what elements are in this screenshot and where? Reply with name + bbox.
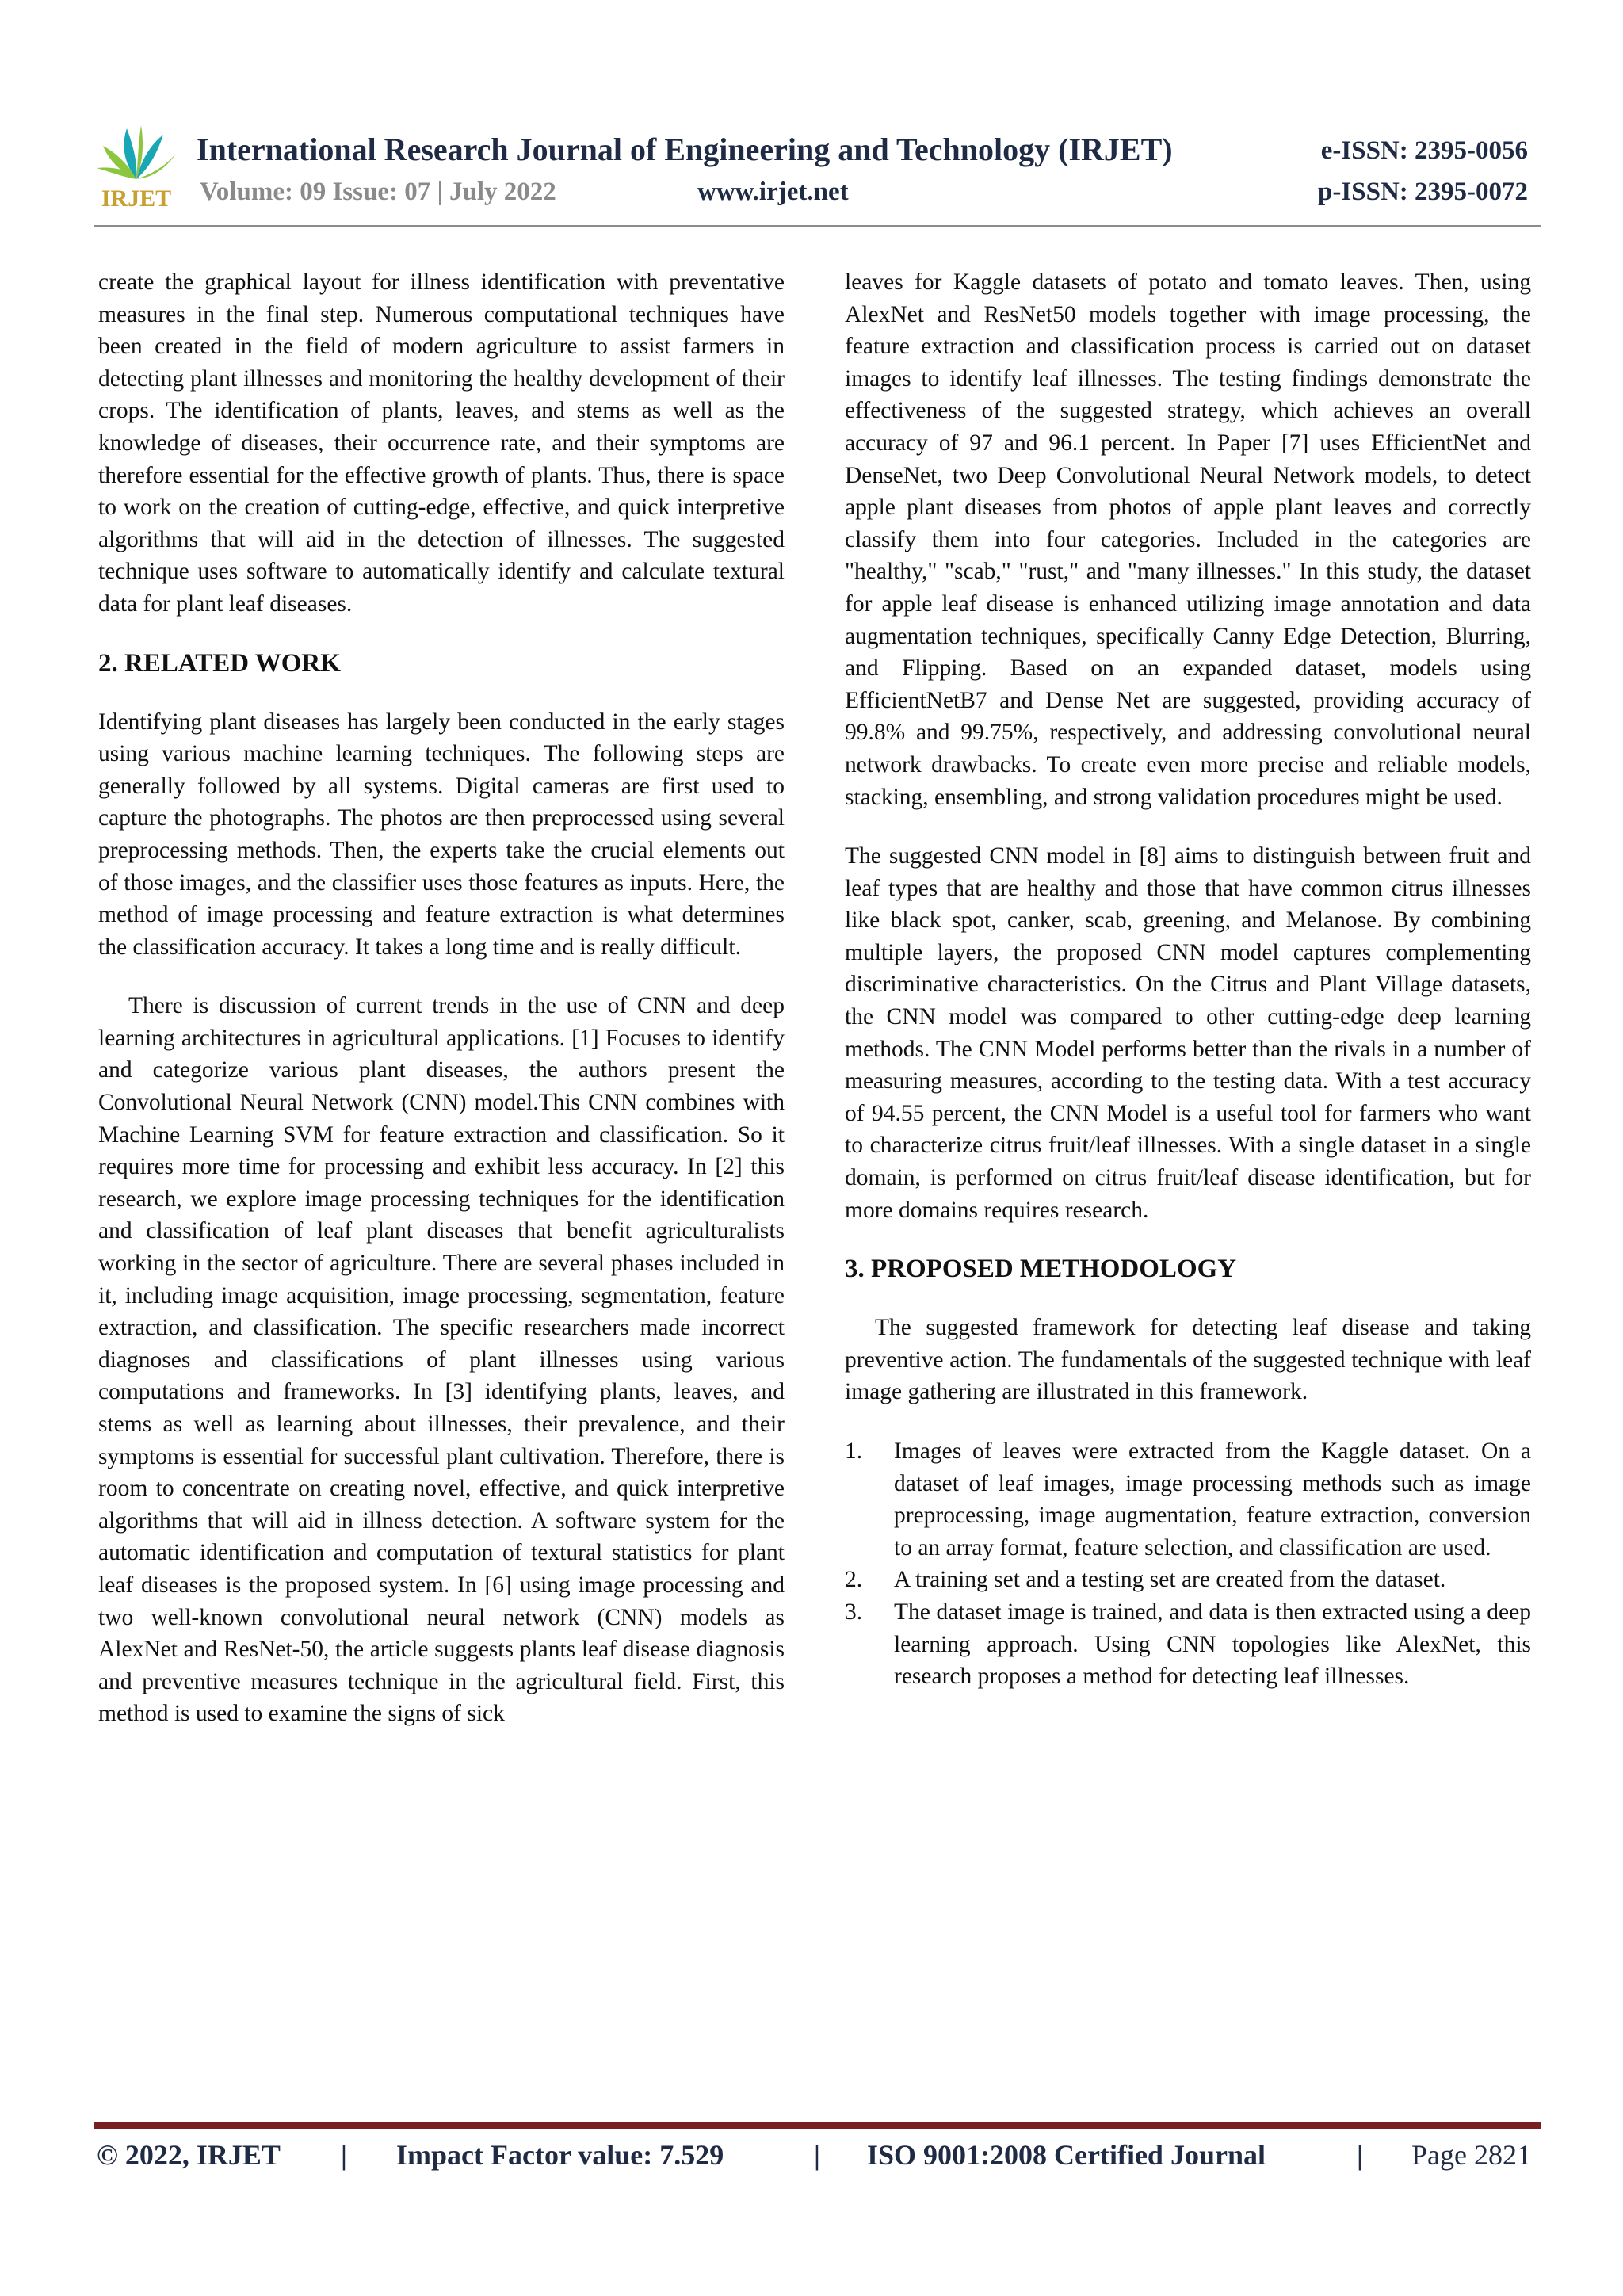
journal-title: International Research Journal of Engineering and Technology (IRJET) <box>197 132 1173 167</box>
list-item <box>845 1596 1531 1693</box>
section-heading-related-work: 2. RELATED WORK <box>98 648 341 678</box>
list-item <box>845 1435 1531 1564</box>
paragraph-related-work: Identifying plant diseases has largely been conducted in the early stages using various machine learning techniques. The following steps are generally followed by all systems. Digital cameras are first used to capture the photographs. The photos are then preprocessed using several preprocessing methods. Then, the experts take the crucial elements out of those images, and the classifier uses those features as inputs. Here, the method of image processing and feature extraction is what determines the classification accuracy. It takes a long time and is really difficult. <box>98 709 785 960</box>
list-item-number: 3. <box>845 1599 863 1625</box>
footer-divider <box>94 2122 1541 2129</box>
section-heading-proposed-methodology: 3. PROPOSED METHODOLOGY <box>845 1255 1237 1284</box>
paragraph-intro-continued: create the graphical layout for illness identification with preventative measures in the final step. Numerous computational techniques have been created in the field of modern agriculture to assist farmers in detecting plant illnesses and monitoring the healthy development of their crops. The identification of plants, leaves, and stems as well as the knowledge of diseases, their occurrence rate, and their symptoms are therefore essential for the effective growth of plants. Thus, there is space to work on the creation of cutting-edge, effective, and quick interpretive algorithms that will aid in the detection of illnesses. The suggested technique uses software to automatically identify and calculate textural data for plant leaf diseases. <box>98 269 785 617</box>
methodology-steps-list <box>845 1435 1531 1693</box>
volume-issue: Volume: 09 Issue: 07 | July 2022 <box>200 178 556 206</box>
list-item-number: 1. <box>845 1438 863 1464</box>
list-item-number: 2. <box>845 1567 863 1593</box>
list-item-text: A training set and a testing set are created from the dataset. <box>894 1567 1446 1593</box>
footer-impact-factor: Impact Factor value: 7.529 <box>396 2139 724 2171</box>
p-issn: p-ISSN: 2395-0072 <box>1318 178 1528 206</box>
paragraph-alexnet-resnet: leaves for Kaggle datasets of potato and tomato leaves. Then, using AlexNet and ResNet50 models together with image processing, the feature extraction and classification process is carried out on dataset images to identify leaf illnesses. The testing findings demonstrate the effectiveness of the suggested strategy, which achieves an overall accuracy of 97 and 96.1 percent. In Paper [7] uses EfficientNet and DenseNet, two Deep Convolutional Neural Network models, to detect apple plant diseases from photos of apple plant leaves and correctly classify them into four categories. Included in the categories are "healthy," "scab," "rust," and "many illnesses." In this study, the dataset for apple leaf disease is enhanced utilizing image annotation and data augmentation techniques, specifically Canny Edge Detection, Blurring, and Flipping. Based on an expanded dataset, models using EfficientNetB7 and Dense Net are suggested, providing accuracy of 99.8% and 99.75%, respectively, and addressing convolutional neural network drawbacks. To create even more precise and reliable models, stacking, ensembling, and strong validation procedures might be used. <box>845 269 1531 810</box>
logo-text: IRJET <box>101 185 172 211</box>
irjet-logo <box>94 117 179 211</box>
header-divider <box>94 225 1541 227</box>
paragraph-cnn-trends: There is discussion of current trends in the use of CNN and deep learning architectures in agricultural applications. [1] Focuses to identify and categorize various plant diseases, the authors present the Convolutional Neural Network (CNN) model.This CNN combines with Machine Learning SVM for feature extraction and classification. So it requires more time for processing and exhibit less accuracy. In [2] this research, we explore image processing techniques for the identification and classification of leaf plant diseases that benefit agriculturalists working in the sector of agriculture. There are several phases included in it, including image acquisition, image processing, segmentation, feature extraction, and classification. The specific researchers made incorrect diagnoses and classifications of plant illnesses using various computations and frameworks. In [3] identifying plants, leaves, and stems as well as learning about illnesses, their prevalence, and their symptoms is essential for successful plant cultivation. Therefore, there is room to concentrate on creating novel, effective, and quick interpretive algorithms that will aid in illness detection. A software system for the automatic identification and computation of textural statistics for plant leaf diseases is the proposed system. In [6] using image processing and two well-known convolutional neural network (CNN) models as AlexNet and ResNet-50, the article suggests plants leaf disease diagnosis and preventive measures technique in the agricultural field. First, this method is used to examine the signs of sick <box>98 993 785 1727</box>
footer-separator: | <box>814 2139 820 2171</box>
logo-leaves-icon <box>97 125 176 179</box>
footer <box>97 2138 1531 2178</box>
footer-copyright: © 2022, IRJET <box>97 2139 281 2171</box>
list-item-text: Images of leaves were extracted from the Kaggle dataset. On a dataset of leaf images, image processing methods such as image preprocessing, image augmentation, feature extraction, conversion to an array format, feature selection, and classification are used. <box>894 1438 1531 1561</box>
e-issn: e-ISSN: 2395-0056 <box>1320 136 1528 165</box>
footer-separator: | <box>1357 2139 1363 2171</box>
footer-page-number: Page 2821 <box>1411 2139 1531 2171</box>
paragraph-citrus-cnn: The suggested CNN model in [8] aims to distinguish between fruit and leaf types that are healthy and those that have common citrus illnesses like black spot, canker, scab, greening, and Melanose. By combining multiple layers, the proposed CNN model captures complementing discriminative characteristics. On the Citrus and Plant Village datasets, the CNN model was compared to other cutting-edge deep learning methods. The CNN Model performs better than the rivals in a number of measuring measures, according to the testing data. With a test accuracy of 94.55 percent, the CNN Model is a useful tool for farmers who want to characterize citrus fruit/leaf illnesses. With a single dataset in a single domain, is performed on citrus fruit/leaf disease identification, but for more domains requires research. <box>845 843 1531 1223</box>
left-column <box>98 266 785 1730</box>
footer-separator: | <box>341 2139 347 2171</box>
list-item <box>845 1564 1531 1596</box>
right-column <box>845 266 1531 1693</box>
footer-iso-certification: ISO 9001:2008 Certified Journal <box>867 2139 1266 2171</box>
paragraph-framework: The suggested framework for detecting leaf disease and taking preventive action. The fundamentals of the suggested technique with leaf image gathering are illustrated in this framework. <box>845 1315 1531 1405</box>
list-item-text: The dataset image is trained, and data is then extracted using a deep learning approach. Using CNN topologies like AlexNet, this research proposes a method for detecting leaf illnesses. <box>894 1599 1531 1690</box>
journal-website-link[interactable]: www.irjet.net <box>697 178 849 206</box>
